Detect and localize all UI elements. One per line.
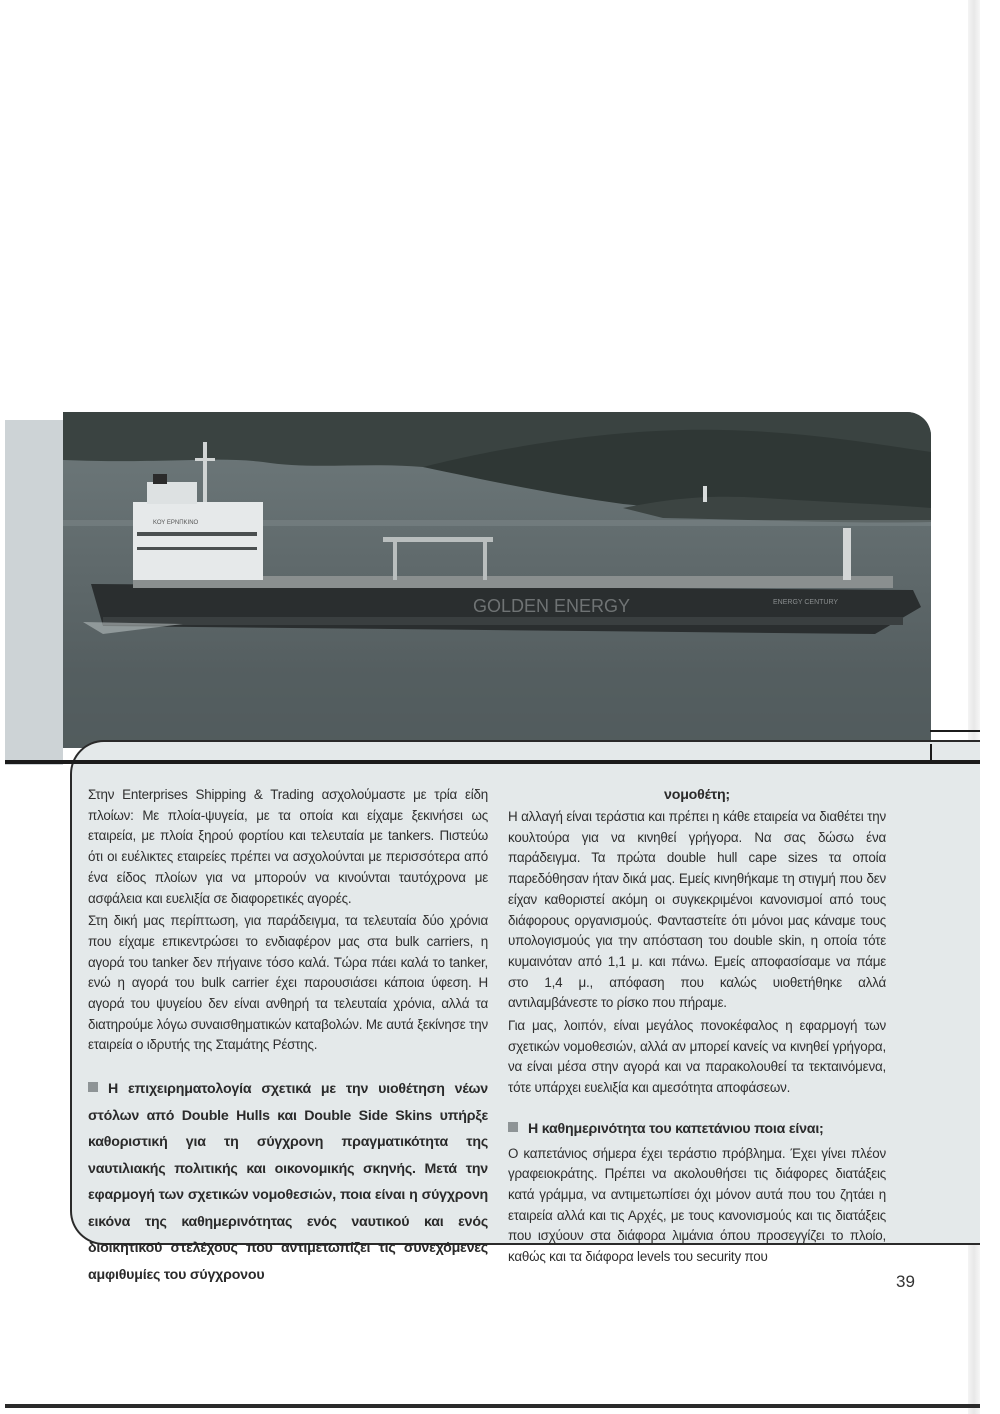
bottom-rule <box>5 1404 980 1408</box>
paragraph: Ο καπετάνιος σήμερα έχει τεράστιο πρόβλημα. Έχει γίνει πλέον γραφειοκράτης. Πρέπει να ακολουθήσει τις διάφορες διατάξεις κατά γράμμα, να αντιμετωπίσει όχι μόνον αυτά που του ζητάει η εταιρεία αλλά και τις Αρχές, με τους κανονισμούς και τις διατάξεις που ισχύουν στα διάφορα λιμάνια όπου προσεγγίζει το πλοίο, καθώς και τα διάφορα levels του security που <box>508 1145 886 1265</box>
question-text: Η καθημερινότητα του καπετάνιου ποια είναι; <box>528 1120 824 1137</box>
side-color-strip <box>5 420 63 765</box>
left-column <box>88 785 488 1288</box>
top-rule <box>5 760 980 764</box>
bridge-sign-text: ΚΟΥ ΕΡΝΠΚΙΝΟ <box>153 520 199 526</box>
paragraph: Στη δική μας περίπτωση, για παράδειγμα, τα τελευταία δύο χρόνια που είχαμε επικεντρώσει το ενδιαφέρον μας στα bulk carriers, η αγορά του tanker δεν πήγαινε τόσο καλά. Τώρα πάει καλά το tanker, ενώ η αγορά του bulk carrier έχει παρουσιάσει κάποια ύφεση. Η αγορά του ψυγείου δεν είναι ανθηρή τα τελευταία χρόνια, αλλά τα διατηρούμε λόγω συναισθηματικών καταβολών. Με αυτά ξεκίνησε την εταιρεία ο ιδρυτής της Σταμάτης Ρέστης. <box>88 913 488 1053</box>
right-column <box>508 785 886 1270</box>
page-number: 39 <box>896 1272 915 1291</box>
paragraph: Στην Enterprises Shipping & Trading ασχολούμαστε με τρία είδη πλοίων: Με πλοία-ψυγεία, με τα οποία και είχαμε ξεκινήσει ως εταιρεία, με πλοία ξηρού φορτίου και τελευταία με tankers. Πιστεύω ότι οι ευέλικτες εταιρείες πρέπει να ασχολούνται με περισσότερα από ένα είδος πλοίων για να μπορούν να κινούνται ταυτόχρονα με ασφάλεια και ευελιξία σε διαφορετικές αγορές. <box>88 787 488 906</box>
square-bullet-icon <box>508 1122 518 1132</box>
rule-stub-vertical <box>930 744 932 764</box>
rule-stub <box>930 730 980 732</box>
interview-question-2 <box>508 1119 886 1140</box>
square-bullet-icon <box>88 1082 98 1092</box>
bow-name-text: ENERGY CENTURY <box>773 599 839 606</box>
paragraph: Η αλλαγή είναι τεράστια και πρέπει η κάθε εταιρεία να διαθέτει την κουλτούρα για να κινηθεί γρήγορα. Να σας δώσω ένα παράδειγμα. Τα πρώτα double hull cape sizes τα οποία παρεδόθησαν ήταν δικά μας. Εμείς κινηθήκαμε τη στιγμή που δεν είχαν καθοριστεί ακόμη οι συγκεκριμένοι κανονισμοί από τους διάφορους οργανισμούς. Φανταστείτε ότι μόνοι μας κάναμε τους υπολογισμούς για την απόσταση του double skin, η οποία τότε κυμαινόταν από 1,1 μ. και πάνω. Εμείς αποφασίσαμε να πάμε στο 1,4 μ., απόφαση που καλώς υιοθετήθηκε αλλά αντιλαμβάνεστε το ρίσκο που πήραμε. <box>508 809 886 1011</box>
question-continuation: νομοθέτη; <box>664 787 730 803</box>
tanker-photo <box>63 412 931 748</box>
interview-question <box>88 1076 488 1288</box>
hull-name-text: GOLDEN ENERGY <box>473 596 631 616</box>
question-text: Η επιχειρηματολογία σχετικά με την υιοθέτηση νέων στόλων από Double Hulls και Double Side Skins υπήρξε καθοριστική για τη σύγχρονη πραγματικότητα της ναυτιλιακής πολιτικής και οικονομικής σκηνής. Μετά την εφαρμογή των σχετικών νομοθεσιών, ποια είναι η σύγχρονη εικόνα της καθημερινότητας ενός ναυτικού και ενός διοικητικού στελέχους που αντιμετωπίζει τις συνεχόμενες αμφιθυμίες του σύγχρονου <box>88 1081 488 1283</box>
paragraph: Για μας, λοιπόν, είναι μεγάλος πονοκέφαλος η εφαρμογή των σχετικών νομοθεσιών, αλλά αν μπορεί κανείς να κινηθεί γρήγορα, να είναι μέσα στην αγορά και να παρακολουθεί τα τεκταινόμενα, τότε υπάρχει ευελιξία και αμεσότητα αποφάσεων. <box>508 1018 886 1096</box>
